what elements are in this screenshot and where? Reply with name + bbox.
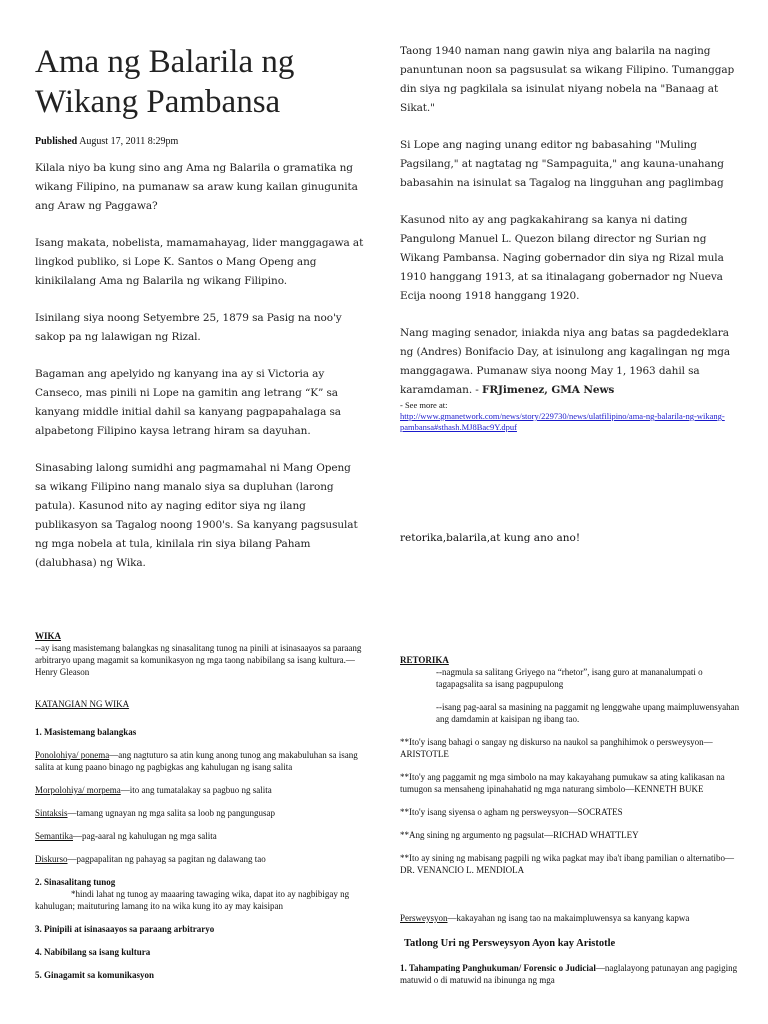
tatlong-item-1-term: 1. Tahampating Panghukuman/ Forensic o Judicial [400,963,596,973]
published-date: August 17, 2011 8:29pm [77,136,179,147]
article-left-column [35,42,365,591]
katangian-heading: KATANGIAN NG WIKA [35,699,130,709]
wika-heading: WIKA [35,631,62,641]
article-credit: FRJimenez, GMA News [481,384,615,396]
article-right-column [400,42,745,433]
wika-definition: --ay isang masistemang balangkas ng sinasalitang tunog na pinili at isinasaayos sa paraang arbitraryo upang magamit sa komunikasyon ng mga taong nabibilang sa isang kultura.—Henry Gleason [35,643,362,677]
term-desc: —tamang ugnayan ng mga salita sa loob ng pangungusap [67,808,275,818]
source-link[interactable]: http://www.gmanetwork.com/news/story/229730/news/ulatfilipino/ama-ng-balarila-ng-wikang-pambansa#sthash.MJ8Bac9Y.dpuf [400,411,725,432]
term-label: Diskurso [35,854,68,864]
article-paragraph: Taong 1940 naman nang gawin niya ang balarila na naging panuntunan noon sa pagsusulat sa wikang Filipino. Tumanggap din siya ng pagkilala sa isinulat niyang nobela na "Banaag at Sikat." [400,45,735,114]
katangian-item-1: 1. Masistemang balangkas [35,727,137,737]
published-label: Published [35,136,78,147]
term-desc: —ang nagtuturo sa atin kung anong tunog ang makabuluhan sa isang salita at kung paano binago ng pagbigkas ang kahulugan ng isang salita [35,750,358,772]
persweysyon-desc: —kakayahan ng isang tao na makaimpluwensya sa kanyang kapwa [447,913,690,923]
katangian-item-5: 5. Ginagamit sa komunikasyon [35,970,155,980]
katangian-item-3: 3. Pinipili at isinasaayos sa paraang arbitraryo [35,924,215,934]
term-label: Semantika [35,831,73,841]
retorika-quote: **Ito'y ang paggamit ng mga simbolo na may kakayahang pumukaw sa ating kalikasan na tumugon sa mensaheng ipinahahatid ng mga naturang simbolo—KENNETH BUKE [400,772,725,794]
article-paragraph: Isang makata, nobelista, mamamahayag, lider manggagawa at lingkod publiko, si Lope K. Santos o Mang Openg ang kinikilalang Ama ng Balarila ng wikang Filipino. [35,237,364,287]
retorika-def-2: --isang pag-aaral sa masining na paggamit ng lenggwahe upang maimpluwensyahan ang damdamin at kaisipan ng ibang tao. [436,702,740,724]
term-row [35,830,365,842]
see-more [400,400,745,433]
persweysyon-term: Persweysyon [400,913,448,923]
retorika-section [400,654,740,997]
tatlong-item-1 [400,962,740,986]
see-more-label: - See more at: [400,400,448,410]
last-paragraph-text: Nang maging senador, iniakda niya ang batas sa pagdedeklara ng (Andres) Bonifacio Day, at isinulong ang kagalingan ng mga manggagawa. Pumanaw siya noong May 1, 1963 dahil sa karamdaman. - [400,327,730,396]
term-label: Ponolohiya/ ponema [35,750,110,760]
katangian-item-2: 2. Sinasalitang tunog [35,877,116,887]
article-paragraph: Bagaman ang apelyido ng kanyang ina ay si Victoria ay Canseco, mas pinili ni Lope na gamitin ang letrang “K” sa kanyang middle initial dahil sa kanyang pagpapahalaga sa alpabetong Filipino kaysa letrang hiram sa dayuhan. [35,368,341,437]
term-desc: —pag-aaral ng kahulugan ng mga salita [73,831,217,841]
article-paragraph: Kasunod nito ay ang pagkakahirang sa kanya ni dating Pangulong Manuel L. Quezon bilang director ng Surian ng Wikang Pambansa. Naging gobernador din siya ng Rizal mula 1910 hanggang 1913, at sa itinalagang gobernador ng Nueva Ecija noong 1918 hanggang 1920. [400,214,724,302]
retorika-quote: **Ito'y isang bahagi o sangay ng diskurso na naukol sa panghihimok o persweysyon—ARISTOTLE [400,737,713,759]
term-row [35,807,365,819]
retorika-quote: **Ito ay sining ng mabisang pagpili ng wika pagkat may iba't ibang pamilian o alternatibo—DR. VENANCIO L. MENDIOLA [400,853,735,875]
article-last-paragraph [400,324,745,400]
published-line [35,136,365,147]
article-title: Ama ng Balarila ng Wikang Pambansa [35,44,295,120]
retorika-def-1: --nagmula sa salitang Griyego na “rhetor”, isang guro at mananalumpati o tagapagsalita sa isang pagpupulong [436,667,703,689]
handwritten-note: retorika,balarila,at kung ano ano! [400,532,581,544]
item-2-desc: *hindi lahat ng tunog ay maaaring tawaging wika, dapat ito ay nagbibigay ng kahulugan; maituturing lamang ito na wika kung ito ay may kaisipan [35,889,350,911]
term-label: Morpolohiya/ morpema [35,785,121,795]
article-paragraph: Isinilang siya noong Setyembre 25, 1879 sa Pasig na noo'y sakop pa ng lalawigan ng Rizal. [35,312,342,343]
retorika-heading: RETORIKA [400,655,449,665]
persweysyon-def [400,912,740,924]
katangian-item-4: 4. Nabibilang sa isang kultura [35,947,151,957]
tatlong-item-1-desc: —naglalayong patunayan ang pagiging matuwid o di matuwid na ibinunga ng mga [400,963,738,985]
article-paragraph: Si Lope ang naging unang editor ng babasahing "Muling Pagsilang," at nagtatag ng "Sampaguita," ang kauna-unahang babasahin na isinulat sa Tagalog na lingguhan ang paglimbag [400,139,724,189]
term-row [35,853,365,865]
term-row [35,784,365,796]
tatlong-uri-heading: Tatlong Uri ng Persweysyon Ayon kay Aristotle [404,938,616,949]
term-desc: —pagpapalitan ng pahayag sa pagitan ng dalawang tao [67,854,266,864]
retorika-quote: **Ang sining ng argumento ng pagsulat—RICHAD WHATTLEY [400,830,639,840]
article-paragraph: Sinasabing lalong sumidhi ang pagmamahal ni Mang Openg sa wikang Filipino nang manalo siya sa dupluhan (larong patula). Kasunod nito ay naging editor siya ng ilang publikasyon sa Tagalog noong 1900's. Sa kanyang pagsusulat ng mga nobela at tula, kinilala rin siya bilang Paham (dalubhasa) ng Wika. [35,462,358,569]
term-row [35,749,365,773]
term-label: Sintaksis [35,808,68,818]
wika-section [35,630,365,992]
article-paragraph: Kilala niyo ba kung sino ang Ama ng Balarila o gramatika ng wikang Filipino, na pumanaw sa araw kung kailan ginugunita ang Araw ng Paggawa? [35,162,358,212]
retorika-quote: **Ito'y isang siyensa o agham ng persweysyon—SOCRATES [400,807,623,817]
term-desc: —ito ang tumatalakay sa pagbuo ng salita [120,785,272,795]
